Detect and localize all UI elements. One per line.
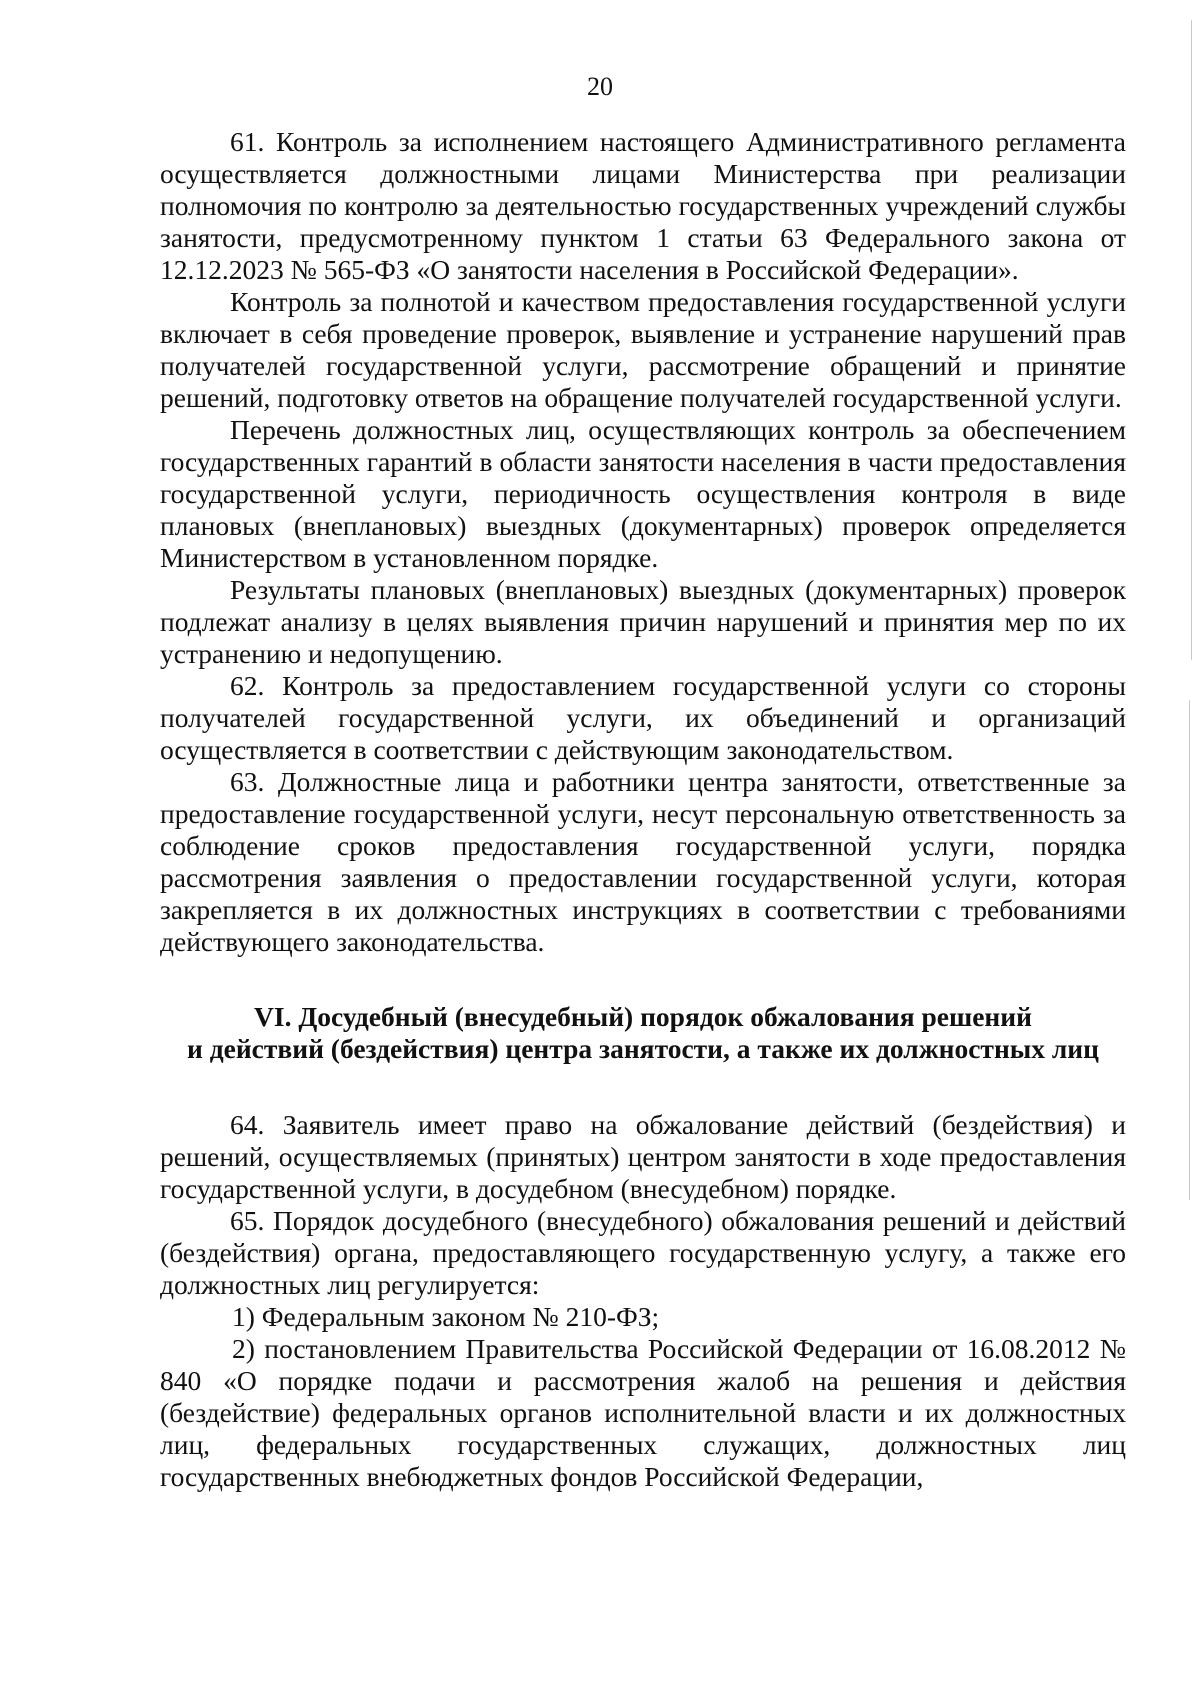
scan-edge-line: [1189, 700, 1190, 1200]
list-item-1: 1) Федеральным законом № 210-ФЗ;: [232, 1301, 660, 1332]
list-item-2: 2) постановлением Правительства Российской Федерации от 16.08.2012 № 840 «О порядке подачи и рассмотрения жалоб на решения и действия (бездействие) федеральных органов исполнительной власти и их должностных лиц, федеральных государственных служащих, должностных лиц государственных внебюджетных фондов Российской Федерации,: [160, 1333, 1126, 1492]
paragraph-64: 64. Заявитель имеет право на обжалование действий (бездействия) и решений, осуществляемых (принятых) центром занятости в ходе предоставления государственной услуги, в досудебном (внесудебном) порядке.: [160, 1109, 1126, 1204]
section-heading-line-1: VI. Досудебный (внесудебный) порядок обжалования решений: [254, 1001, 1032, 1032]
paragraph-inspection-results: Результаты плановых (внеплановых) выездных (документарных) проверок подлежат анализу в целях выявления причин нарушений и принятия мер по их устранению и недопущению.: [160, 574, 1126, 669]
scan-edge-line: [1191, 20, 1192, 660]
paragraph-65: 65. Порядок досудебного (внесудебного) обжалования решений и действий (бездействия) органа, предоставляющего государственную услугу, а также его должностных лиц регулируется:: [160, 1205, 1126, 1300]
paragraph-officials-list: Перечень должностных лиц, осуществляющих контроль за обеспечением государственных гарантий в области занятости населения в части предоставления государственной услуги, периодичность осуществления контроля в виде плановых (внеплановых) выездных (документарных) проверок определяется Министерством в установленном порядке.: [160, 414, 1126, 573]
section-heading-line-2: и действий (бездействия) центра занятости, а также их должностных лиц: [186, 1033, 1099, 1064]
section-heading: [160, 1001, 1126, 1065]
paragraph-62: 62. Контроль за предоставлением государственной услуги со стороны получателей государственной услуги, их объединений и организаций осуществляется в соответствии с действующим законодательством.: [160, 670, 1126, 765]
page-number: 20: [587, 72, 613, 101]
paragraph-control-scope: Контроль за полнотой и качеством предоставления государственной услуги включает в себя проведение проверок, выявление и устранение нарушений прав получателей государственной услуги, рассмотрение обращений и принятие решений, подготовку ответов на обращение получателей государственной услуги.: [160, 286, 1126, 413]
paragraph-61: 61. Контроль за исполнением настоящего Административного регламента осуществляется должностными лицами Министерства при реализации полномочия по контролю за деятельностью государственных учреждений службы занятости, предусмотренному пунктом 1 статьи 63 Федерального закона от 12.12.2023 № 565-ФЗ «О занятости населения в Российской Федерации».: [160, 126, 1126, 285]
document-body: [160, 126, 1126, 1493]
paragraph-63: 63. Должностные лица и работники центра занятости, ответственные за предоставление государственной услуги, несут персональную ответственность за соблюдение сроков предоставления государственной услуги, порядка рассмотрения заявления о предоставлении государственной услуги, которая закрепляется в их должностных инструкциях в соответствии с требованиями действующего законодательства.: [160, 766, 1126, 957]
